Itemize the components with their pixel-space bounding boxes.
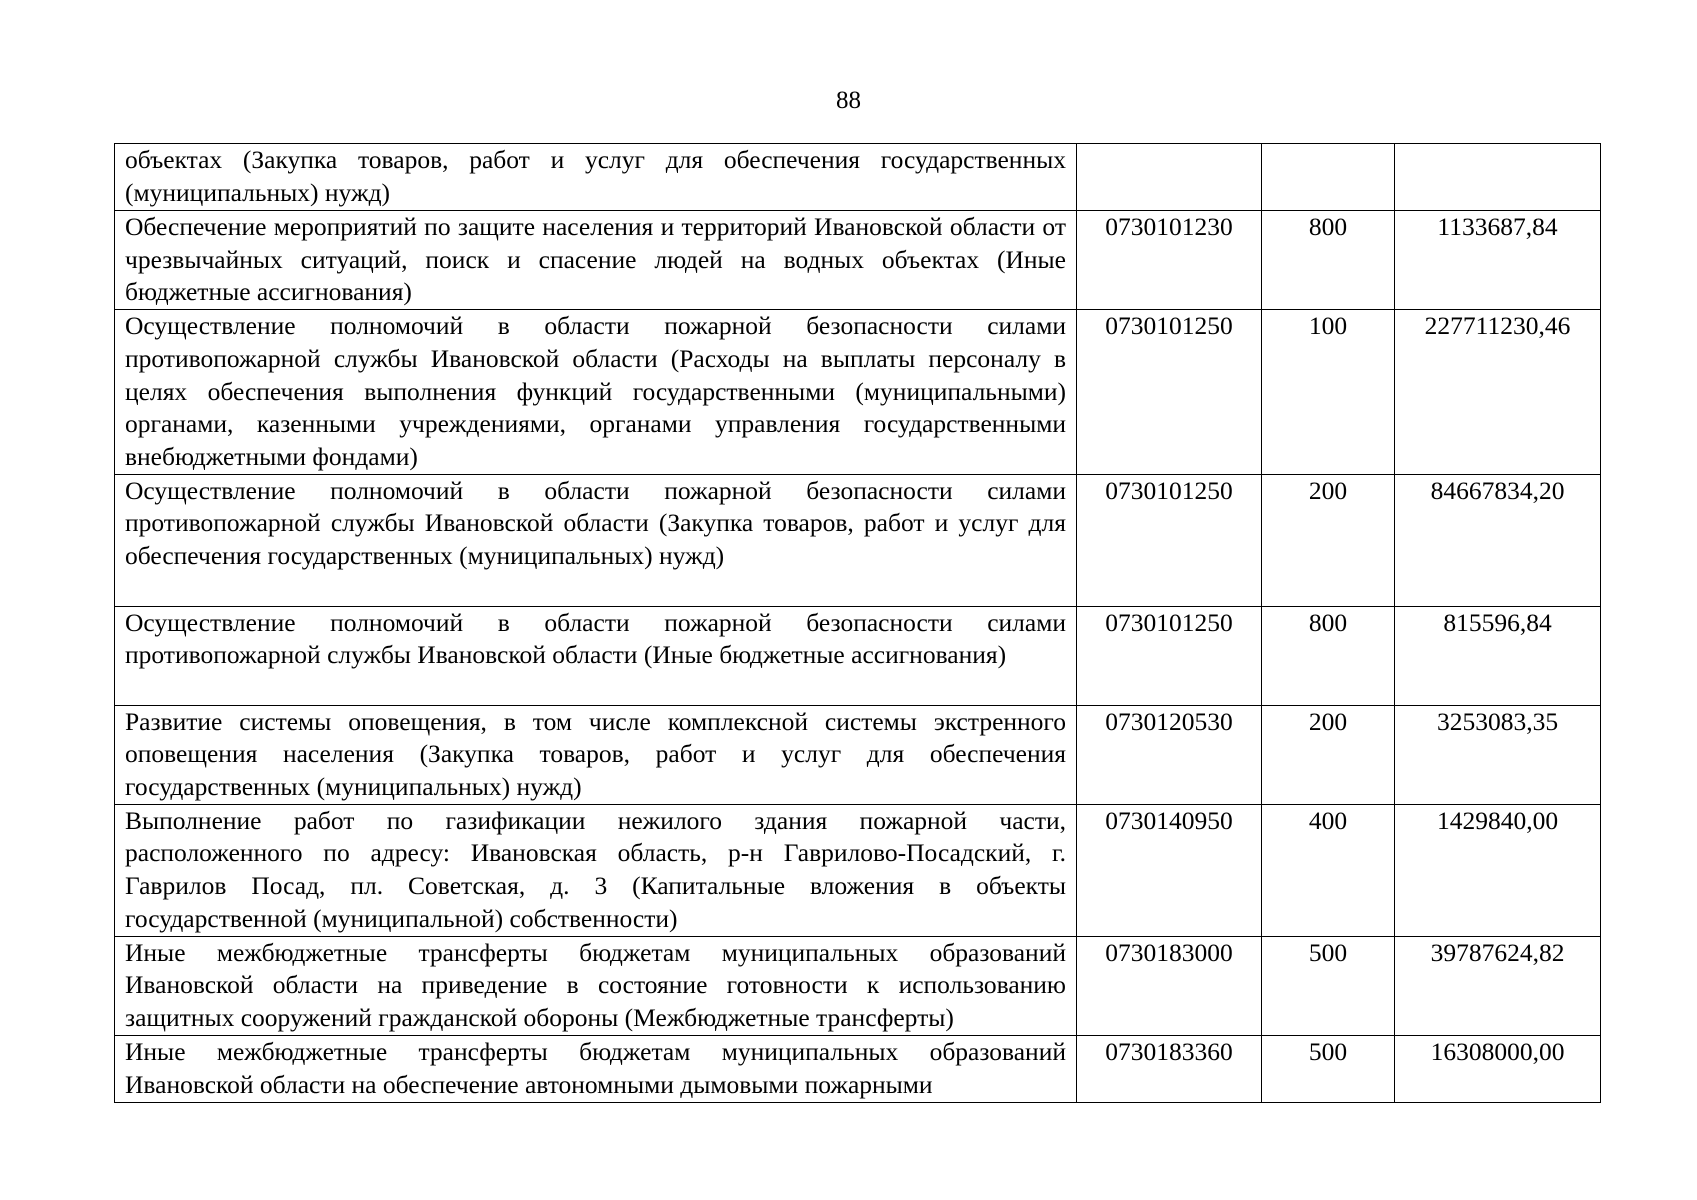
row-description: объектах (Закупка товаров, работ и услуг для обеспечения государственных (муниципальных) нужд)	[125, 145, 1066, 207]
expense-type-code: 200	[1308, 706, 1348, 736]
row-description: Иные межбюджетные трансферты бюджетам муниципальных образований Ивановской области на приведение в состояние готовности к использованию защитных сооружений гражданской обороны (Межбюджетные трансферты)	[125, 937, 1066, 1033]
type-cell	[1262, 1035, 1395, 1102]
target-article-code: 0730101250	[1105, 607, 1233, 637]
description-cell	[115, 1035, 1077, 1102]
type-cell	[1262, 705, 1395, 804]
expense-type-code: 500	[1308, 1036, 1348, 1066]
table-row	[115, 1035, 1601, 1102]
table-row	[115, 474, 1601, 606]
target-article-code: 0730140950	[1105, 805, 1233, 835]
amount-cell	[1395, 474, 1601, 606]
description-cell	[115, 144, 1077, 211]
amount-value: 3253083,35	[1436, 706, 1559, 736]
table-row	[115, 705, 1601, 804]
expense-type-code: 800	[1308, 607, 1348, 637]
code-cell	[1077, 310, 1262, 475]
row-description: Осуществление полномочий в области пожарной безопасности силами противопожарной службы Ивановской области (Иные бюджетные ассигнования)	[125, 607, 1066, 670]
table-row	[115, 936, 1601, 1035]
type-cell	[1262, 936, 1395, 1035]
code-cell	[1077, 474, 1262, 606]
amount-cell	[1395, 211, 1601, 310]
table-row	[115, 606, 1601, 705]
amount-value: 1133687,84	[1437, 212, 1558, 241]
amount-cell	[1395, 804, 1601, 936]
description-cell	[115, 474, 1077, 606]
expense-type-code: 100	[1308, 311, 1348, 341]
description-cell	[115, 606, 1077, 705]
page-number: 88	[836, 87, 861, 114]
target-article-code: 0730183000	[1105, 937, 1233, 967]
amount-value: 39787624,82	[1430, 937, 1565, 967]
amount-cell	[1395, 1035, 1601, 1102]
amount-value: 16308000,00	[1430, 1036, 1565, 1066]
code-cell	[1077, 606, 1262, 705]
type-cell	[1262, 606, 1395, 705]
target-article-code: 0730101230	[1105, 212, 1233, 241]
amount-value: 84667834,20	[1430, 475, 1565, 505]
expense-type-code: 800	[1308, 212, 1348, 241]
row-description: Обеспечение мероприятий по защите населения и территорий Ивановской области от чрезвычайных ситуаций, поиск и спасение людей на водных объектах (Иные бюджетные ассигнования)	[125, 212, 1066, 307]
amount-cell	[1395, 310, 1601, 475]
budget-table	[114, 143, 1601, 1103]
amount-value: 1429840,00	[1436, 805, 1559, 835]
type-cell	[1262, 804, 1395, 936]
amount-cell	[1395, 606, 1601, 705]
row-description: Выполнение работ по газификации нежилого здания пожарной части, расположенного по адресу: Ивановская область, р-н Гаврилово-Посадский, г. Гаврилов Посад, пл. Советская, д. 3 (Капитальные вложения в объекты государственной (муниципальной) собственности)	[125, 805, 1066, 933]
description-cell	[115, 310, 1077, 475]
table-row	[115, 310, 1601, 475]
code-cell	[1077, 936, 1262, 1035]
amount-cell	[1395, 936, 1601, 1035]
amount-value: 227711230,46	[1424, 311, 1571, 341]
code-cell	[1077, 705, 1262, 804]
target-article-code: 0730101250	[1105, 475, 1233, 505]
target-article-code: 0730120530	[1105, 706, 1233, 736]
table-row	[115, 211, 1601, 310]
row-description: Иные межбюджетные трансферты бюджетам муниципальных образований Ивановской области на обеспечение автономными дымовыми пожарными	[125, 1036, 1066, 1099]
amount-cell	[1395, 705, 1601, 804]
row-description: Развитие системы оповещения, в том числе комплексной системы экстренного оповещения населения (Закупка товаров, работ и услуг для обеспечения государственных (муниципальных) нужд)	[125, 706, 1066, 802]
table-row	[115, 804, 1601, 936]
code-cell	[1077, 804, 1262, 936]
target-article-code: 0730183360	[1105, 1036, 1233, 1066]
code-cell	[1077, 211, 1262, 310]
expense-type-code: 500	[1308, 937, 1348, 967]
type-cell	[1262, 310, 1395, 475]
target-article-code: 0730101250	[1105, 311, 1233, 341]
description-cell	[115, 705, 1077, 804]
type-cell	[1262, 474, 1395, 606]
amount-cell	[1395, 144, 1601, 211]
amount-value: 815596,84	[1443, 607, 1552, 637]
row-description: Осуществление полномочий в области пожарной безопасности силами противопожарной службы Ивановской области (Расходы на выплаты персоналу в целях обеспечения выполнения функций государственными (муниципальными) органами, казенными учреждениями, органами управления государственными внебюджетными фондами)	[125, 311, 1066, 471]
description-cell	[115, 804, 1077, 936]
expense-type-code: 200	[1308, 475, 1348, 505]
description-cell	[115, 936, 1077, 1035]
budget-table-body	[115, 144, 1601, 1103]
type-cell	[1262, 211, 1395, 310]
expense-type-code: 400	[1308, 805, 1348, 835]
code-cell	[1077, 144, 1262, 211]
type-cell	[1262, 144, 1395, 211]
table-row	[115, 144, 1601, 211]
code-cell	[1077, 1035, 1262, 1102]
description-cell	[115, 211, 1077, 310]
row-description: Осуществление полномочий в области пожарной безопасности силами противопожарной службы Ивановской области (Закупка товаров, работ и услуг для обеспечения государственных (муниципальных) нужд)	[125, 475, 1066, 571]
